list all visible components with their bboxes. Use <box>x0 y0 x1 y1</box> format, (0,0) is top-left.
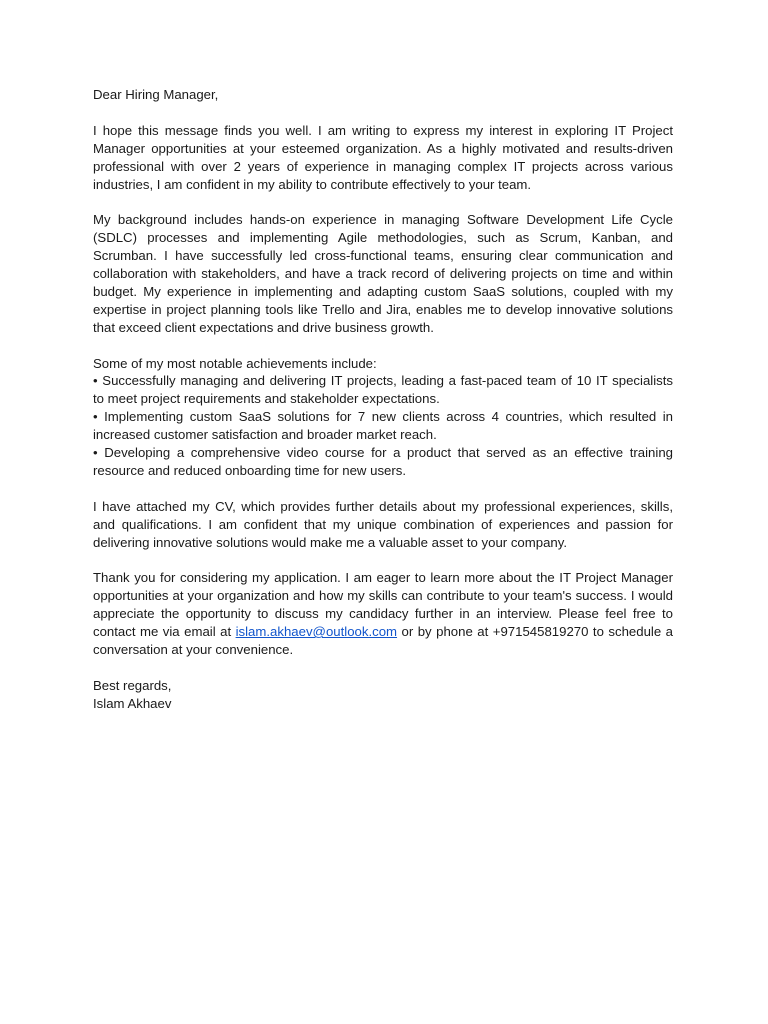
achievement-item: • Successfully managing and delivering IT projects, leading a fast-paced team of 10 IT specialists to meet project requirements and stakeholder expectations. <box>93 373 673 407</box>
intro-paragraph: I hope this message finds you well. I am writing to express my interest in exploring IT Project Manager opportunities at your esteemed organization. As a highly motivated and results-driven professional with over 2 years of experience in managing complex IT projects across various industries, I am confident in my ability to contribute effectively to your team. <box>93 122 673 192</box>
salutation: Dear Hiring Manager, <box>93 87 219 102</box>
thanks-paragraph <box>93 569 673 659</box>
achievement-item: • Developing a comprehensive video course for a product that served as an effective training resource and reduced onboarding time for new users. <box>93 445 673 478</box>
background-paragraph: My background includes hands-on experience in managing Software Development Life Cycle (SDLC) processes and implementing Agile methodologies, such as Scrum, Kanban, and Scrumban. I have successfully led cross-functional teams, ensuring clear communication and collaboration with stakeholders, and have a track record of delivering projects on time and within budget. My experience in implementing and adapting custom SaaS solutions, coupled with my expertise in project planning tools like Trello and Jira, enables me to develop innovative solutions that exceed client expectations and drive business growth. <box>93 212 673 335</box>
sign-off <box>93 677 673 713</box>
achievements-intro: Some of my most notable achievements include: <box>93 355 377 371</box>
thanks-text-after-email: or by phone at +971545819270 to schedule a conversation at your convenience. <box>93 624 674 658</box>
thanks-text-before-email: Thank you for considering my application. I am eager to learn more about the IT Project Manager opportunities at your organization and how my skills can contribute to your team's success. I would appreciate the opportunity to discuss my candidacy further in an interview. Please feel free to contact me via email at <box>93 570 673 640</box>
closing: Best regards, <box>93 677 172 693</box>
achievement-item: • Implementing custom SaaS solutions for 7 new clients across 4 countries, which resulted in increased customer satisfaction and broader market reach. <box>93 409 673 443</box>
cover-letter <box>93 86 673 731</box>
signature-name: Islam Akhaev <box>93 695 172 711</box>
achievements-section <box>93 355 673 480</box>
cv-paragraph: I have attached my CV, which provides further details about my professional experiences, skills, and qualifications. I am confident that my unique combination of experiences and passion for delivering innovative solutions would make me a valuable asset to your company. <box>93 498 673 550</box>
email-link[interactable]: islam.akhaev@outlook.com <box>235 624 398 640</box>
